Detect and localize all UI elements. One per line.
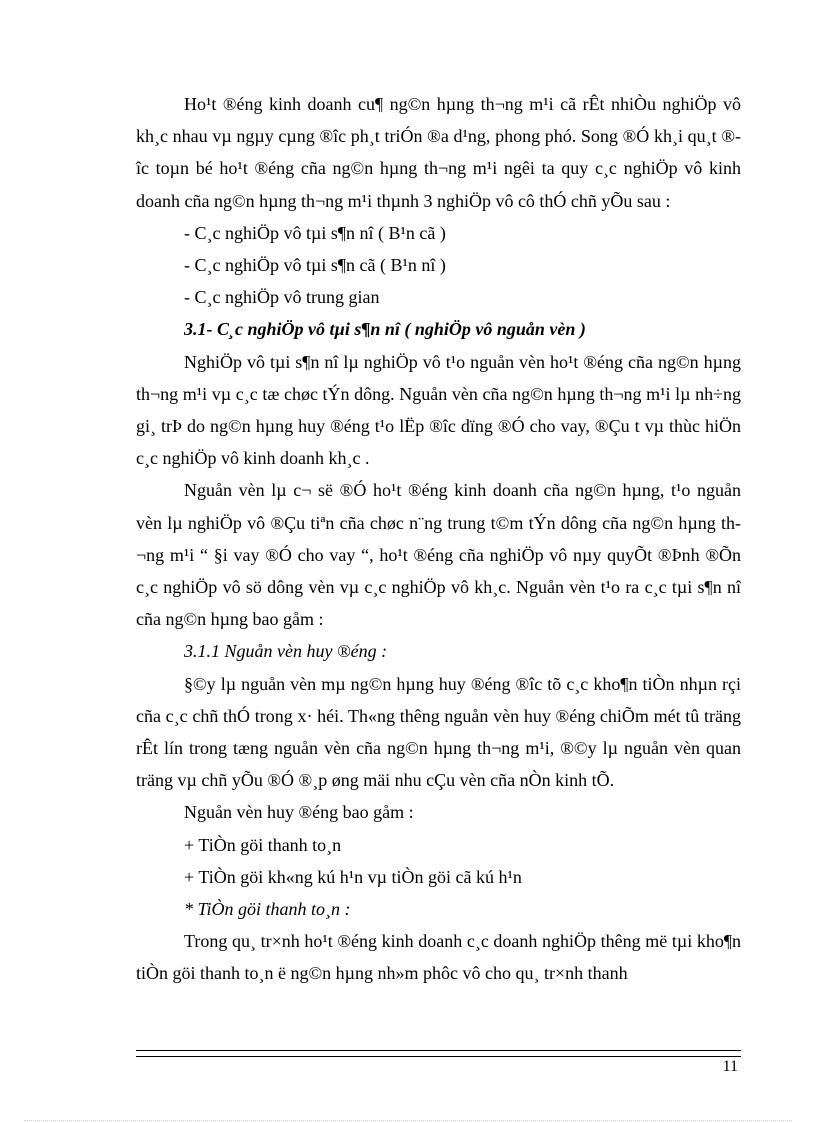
- section-heading-3-1: 3.1- C¸c nghiÖp vô tµi s¶n nî ( nghiÖp vô nguån vèn ): [184, 319, 586, 340]
- page-bottom-border: [24, 1120, 792, 1121]
- paragraph-tien-gui: Trong qu¸ tr×nh ho¹t ®éng kinh doanh c¸c doanh nghiÖp thêng më tµi kho¶n tiÒn göi thanh to¸n ë ng©n hµng nh»m phôc vô cho qu¸ tr×nh thanh: [136, 931, 741, 984]
- footer-double-rule: [136, 1050, 741, 1057]
- paragraph-3-1-b: Nguån vèn lµ c¬ së ®Ó ho¹t ®éng kinh doanh cña ng©n hµng, t¹o nguån vèn lµ nghiÖp vô ®Çu tiªn cña chøc n¨ng trung t©m tÝn dông cña ng©n hµng th¬ng m¹i “ §i vay ®Ó cho vay “, ho¹t ®éng cña nghiÖp vô nµy quyÕt ®Þnh ®Õn c¸c nghiÖp vô sö dông vèn vµ c¸c nghiÖp vô kh¸c. Nguån vèn t¹o ra c¸c tµi s¶n nî cña ng©n hµng bao gåm :: [136, 480, 741, 630]
- paragraph-3-1-1-b: Nguån vèn huy ®éng bao gåm :: [184, 802, 414, 823]
- paragraph-3-1-1-a: §©y lµ nguån vèn mµ ng©n hµng huy ®éng ®îc tõ c¸c kho¶n tiÒn nhµn rçi cña c¸c chñ thÓ trong x· héi. Th«ng thêng nguån vèn huy ®éng chiÕm mét tû träng rÊt lín trong tæng nguån vèn cña ng©n hµng th¬ng m¹i, ®©y lµ nguån vèn quan träng vµ chñ yÕu ®Ó ®¸p øng mäi nhu cÇu vèn cña nÒn kinh tÕ.: [136, 673, 741, 791]
- paragraph-3-1-a: NghiÖp vô tµi s¶n nî lµ nghiÖp vô t¹o nguån vèn ho¹t ®éng cña ng©n hµng th¬ng m¹i vµ c¸c tæ chøc tÝn dông. Nguån vèn cña ng©n hµng th¬ng m¹i lµ nh÷ng gi¸ trÞ do ng©n hµng huy ®éng t¹o lËp ®îc dïng ®Ó cho vay, ®Çu t vµ thùc hiÖn c¸c nghiÖp vô kinh doanh kh¸c .: [136, 351, 741, 469]
- list-item: - C¸c nghiÖp vô trung gian: [184, 287, 380, 308]
- page-number: 11: [722, 1058, 738, 1075]
- subsection-heading-3-1-1: 3.1.1 Nguån vèn huy ®éng :: [184, 641, 388, 662]
- list-item: + TiÒn göi kh«ng kú h¹n vµ tiÒn göi cã kú h¹n: [184, 866, 522, 887]
- list-item: - C¸c nghiÖp vô tµi s¶n nî ( B¹n cã ): [184, 222, 446, 243]
- paragraph-intro: Ho¹t ®éng kinh doanh cu¶ ng©n hµng th¬ng m¹i cã rÊt nhiÒu nghiÖp vô kh¸c nhau vµ ngµy cµng ®îc ph¸t triÓn ®a d¹ng, phong phó. Song ®Ó kh¸i qu¸t ®îc toµn bé ho¹t ®éng cña ng©n hµng th¬ng m¹i ngêi ta quy c¸c nghiÖp vô kinh doanh cña ng©n hµng th¬ng m¹i thµnh 3 nghiÖp vô cô thÓ chñ yÕu sau :: [136, 94, 741, 211]
- subsection-heading-tien-gui: * TiÒn göi thanh to¸n :: [184, 899, 351, 920]
- list-item: - C¸c nghiÖp vô tµi s¶n cã ( B¹n nî ): [184, 255, 446, 276]
- list-item: + TiÒn göi thanh to¸n: [184, 834, 342, 855]
- page-body: [136, 88, 741, 990]
